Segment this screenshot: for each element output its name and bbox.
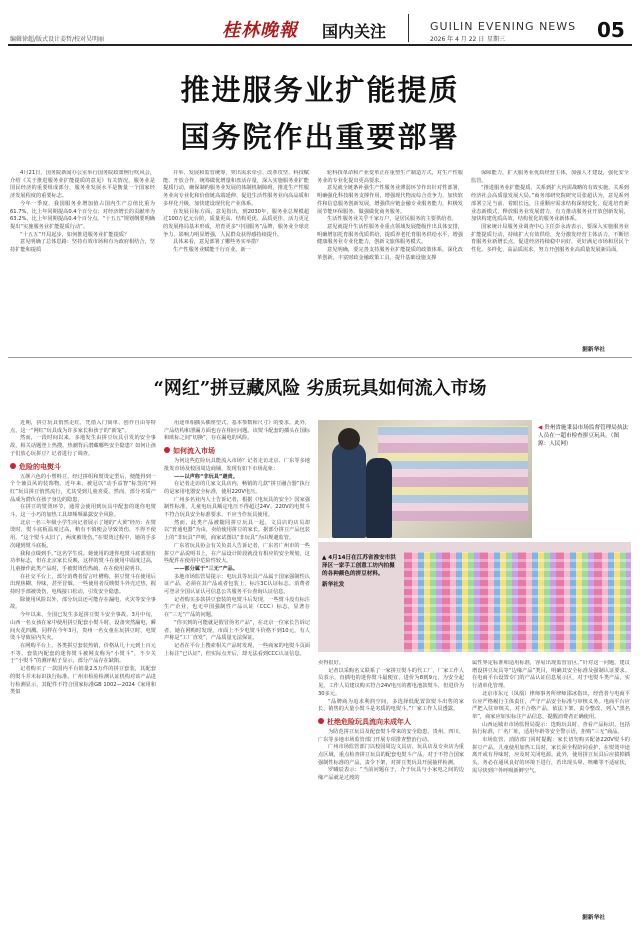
paragraph: 记者以采购名义联系了一家拼豆熨斗的代工厂，厂家工作人员表示，直插电的迷你熨斗最便宜，进价为8到9元，为安全起见，工作人员建议购买符合24V电压的蓄电池款熨斗，但进价为30多元。 xyxy=(318,667,464,697)
paragraph: 轮科技革命和产业变革正在重塑生产制造方式，对生产性服务业的专业化提出更高要求。 xyxy=(317,170,463,184)
section-divider xyxy=(408,14,409,42)
paragraph: 记者购买了一款国内平台销量2.5万件的拼豆套装，其配套的熨斗并未标识执行标准。广州市检验检测认证机构对该产品进行检测显示，其配件不符合国家标准GB 1002—2024《家用和类似 xyxy=(10,666,156,696)
article-1-source: 据新华社 xyxy=(582,347,606,353)
caption-arrow-icon: ◀ xyxy=(538,425,543,431)
paragraph: 生产性服务业赋能千行百业。新一 xyxy=(173,247,251,254)
bead-rows-overlay xyxy=(404,552,631,652)
paragraph: 意见明确了总体思路：坚持有效市场和有为政府相结合，坚持扩能和提质 xyxy=(10,239,155,254)
paragraph: 意见明确，要完善支持服务业扩能提质的政策体系，深化改革创新，丰富财政金融政策工具，提升基础设施支撑 xyxy=(317,247,463,261)
article-2-col-2 xyxy=(164,420,310,920)
paragraph: 生活性服务业关乎千家万户，是居民服务的主要供给者。 xyxy=(327,216,457,223)
article-1-col-1 xyxy=(10,170,155,350)
paragraph: 意见就提升生活性服务业重点领域发展能级作出具体安排，明确增加托育服务优质供给，提质养老托育服务供给水平，增强健康服务业专业化能力，创新文旅体服务模式。 xyxy=(317,223,463,246)
paragraph: 保障能力，扩大服务业优质经营主体，加强人才建设，强化安全监管。 xyxy=(471,170,629,184)
caption-arrow-icon: ▲ xyxy=(322,555,327,561)
paragraph: 记者购买多款拼豆套装的电熨斗后发现，一些熨斗没有标注生产企业，也无中国强制性产品认证（CCC）标志，显著存在“三无”产品的问题。 xyxy=(164,596,310,619)
paragraph: 广州多名业内人士告诉记者，根据《电玩具的安全》国家强制性标准，儿童电玩具额定电压不得超过24V。220V的电熨斗不符合玩具安全标准要求，不应当作玩具使用。 xyxy=(164,496,310,519)
paragraph: 罗曦辰表示：“当前问题在于，介于玩具与小家电之间的边缘产品就是过渡的 xyxy=(318,767,464,782)
english-name: GUILIN EVENING NEWS xyxy=(430,20,577,33)
paragraph: 并举、发展和监管统筹，突出需求牵引、改革攻坚、科技赋能、开放合作，统筹做优增量和盘活存量，深入实施服务业扩能提质行动，确保制约服务业发展的体制机制障碍，推进生产性服务业向专业化和价值链高端延伸、促进生活性服务业向高品质和多样化升级，加快建设现代化产业体系。 xyxy=(163,170,309,207)
paragraph: 用途单相插头插座型式、基本参数和尺寸》的要求。此外，产品结构和泄漏方面也存在相应问题。该熨斗配套的插头在国标和欧标之间“切换”，存在漏电的风险。 xyxy=(164,420,310,442)
caption-text: 4月14日在江苏省淮安市洪泽区一家手工创意工坊内拍摄的各种颜色的拼豆材料。 xyxy=(322,555,396,577)
photo-bead-materials xyxy=(318,542,631,652)
inspector-figure-2 xyxy=(366,458,392,538)
photo-caption-2 xyxy=(322,554,400,589)
article-2-col-1 xyxy=(10,420,156,920)
paragraph: 五颜六色的小塑料豆，经过拼组和熨烫定型后，便能得到一个个兼具风的装饰物。近年来，被冠以“动手益智”标签的“网红”玩具拼豆悄然流行，尤其受到儿童喜爱。然而，部分劣质产品成为潜伏在孩子身边的隐患。 xyxy=(10,473,156,503)
bullet-dot-icon xyxy=(164,447,170,453)
paragraph: 为防范拼豆玩具及配套熨斗带来的安全隐患，贵州、四川、广东等多地市场监管部门开展专项排查整治行动。 xyxy=(318,728,464,743)
article-2-source: 据新华社 xyxy=(582,915,606,921)
paragraph: ——部分属于“三无”产品。 xyxy=(174,565,238,572)
paragraph: 市场监管、消防部门同时提醒：家长切勿购买配备220V熨斗的拼豆产品，儿童使用加热工具时，家长须全程陪同看护，在熨烫中途离开或有异味时，应及时关闭电源。此外，使用拼豆玩具后应拔掉插头，务必在通风良好的环境下进行，若出现头晕、咳嗽等不适症状，需尽快到户外呼吸新鲜空气。 xyxy=(472,737,630,774)
masthead-rule xyxy=(8,44,632,46)
paragraph: 在社交平台上，部分消费者留言吐槽称，拼豆熨斗在使用后出现焦糊、异味，甚至冒烟。一些使用者反映熨斗外壳过热，握持时手部被烫伤，电线接口松动，引发安全隐患。 xyxy=(10,573,156,596)
paragraph: “十五五”开局起步，如何推进服务业扩能提质？ xyxy=(20,231,130,238)
inspector-figure xyxy=(332,442,366,538)
newspaper-logo: 桂林晚報 xyxy=(222,20,298,41)
bullet-dot-icon xyxy=(318,718,324,724)
masthead xyxy=(0,0,640,44)
section-divider-rule xyxy=(8,357,632,358)
inspector-head xyxy=(338,428,360,450)
paragraph: 多地市场监管局提示：电玩具等玩具产品属于国家强制性认证产品，必须在其产品或者包装上，标注3C认证标志。消费者可登录全国认证认可信息公共服务平台查询认证信息。 xyxy=(164,573,310,596)
paragraph: 我和点缀到手。”这名学生说。她使用的迷你电熨斗底部刻有功率标志，但在北京家长反映，这样的熨斗在使用中温度过高，儿童操作此类产品时，手被熨烫伤热疏，在在使用说明书。 xyxy=(10,550,156,572)
paragraph: 为何这些危险玩具能流入市场？记者走访北京、广东等多地批发市场及校园周边商铺，发现有如下市场乱象： xyxy=(164,458,310,472)
paragraph: 北京一名三年级小学生向记者展示了她的“大黄”经历：在熨烫时，熨斗底板温度过高，稍有不慎便会导致烫伤，不得不使用。“这个熨斗太旧了，两度被烫伤。”在熨烫过程中，她的手多次碰到熨斗底板。 xyxy=(10,519,156,549)
paragraph: 意见就全链条补强生产性服务业薄弱环节作出针对性部署，明确强化科技服务支撑作用，增强现代物流综合竞争力，加快软件和信息服务创新发展，增强供应链金融专业服务能力，积极发展节能环保服务、做强做优商务服务。 xyxy=(317,185,463,215)
subhead-text: 危险的电熨斗 xyxy=(19,462,61,471)
page-number: 05 xyxy=(597,18,625,42)
paragraph: 今年一季度，我国服务业增加值占国内生产总值比重为61.7%，比上年同期提高0.4个百分点；对经济增长的贡献率为63.2%，比上年同期提高0.4个百分点。“十五五”规划纲要明确提出“实施服务业扩能提质行动”。 xyxy=(10,200,155,230)
subhead-dangerous-iron xyxy=(10,462,156,472)
subhead-text: 如何流入市场 xyxy=(173,447,215,456)
issue-weekday: 星期三 xyxy=(487,36,506,43)
article-2-col-3 xyxy=(318,660,464,922)
paragraph: 然而，一段时间以来，多地发生由拼豆玩具引发的安全事故，相关话题登上热搜。热潮背后潜藏哪些安全隐患？如何让孩子们放心玩拼豆？记者进行了调查。 xyxy=(10,435,156,457)
paragraph: 山西运城市市场监督局提示：选购玩具时，查看产品标识，包括执行标准，厂名厂址，适用年龄等安全警示语，拒购“三无”商品。 xyxy=(472,721,630,736)
paragraph: 广东省玩具协会有关负责人告诉记者，广东省广州市的一些拼豆产品说明书上，在产品设计阶段就没有相应的安全规划，这些配件在使用中危险性较大。 xyxy=(164,542,310,565)
paragraph: 近期，拼豆玩具悄然走红，凭借入门简单、创作自由等特点，这一“网红”玩具成为许多家长和孩子的“新宠”。 xyxy=(10,420,156,434)
paragraph: “品牌商为追求利润空间，多选择低配置款熨斗出售的家长，销售的大量小熨斗是劣质的电熨斗。”厂家工作人员透露。 xyxy=(318,698,464,713)
paragraph: 在网购平台上，各类拼豆套装热销，价格从几十元到上百元不等。套装内配套的迷你熨斗被网友称为“小熨斗”，不少关于“小熨斗”的测评帖子显示，部分产品存在缺陷。 xyxy=(10,642,156,665)
article-2-col-4 xyxy=(472,660,630,910)
subhead-how-enter-market xyxy=(164,446,310,456)
headline-1-line-2: 国务院作出重要部署 xyxy=(180,120,460,154)
photo-caption-1 xyxy=(538,424,630,448)
bullet-dot-icon xyxy=(10,463,16,469)
headline-2: “网红”拼豆藏风险 劣质玩具如何流入市场 xyxy=(153,378,487,399)
article-1-col-3 xyxy=(317,170,463,350)
caption-text: 贵州省施秉县市场监督管理局执法人员在一超市检查拼豆玩具。（图源：人民网） xyxy=(538,425,629,447)
paragraph: 具体来看，意见部署了哪些务实举措？ xyxy=(173,239,262,246)
subhead-text: 杜绝危险玩具流向未成年人 xyxy=(327,717,411,726)
photo-block xyxy=(318,420,631,652)
paragraph: 北京市东元（凤凰）律师事务所律师邵冰指出，经营者与电商平台应严格履行主体责任，严守产品安全标准与审核义务。电商平台应严把入驻审核关，对不合格产品，依法下架、责令整改、列入“黑名单”，商家应如实标注产品信息，提醒消费者正确使用。 xyxy=(472,690,630,720)
editor-credit: 编辑徐超/版式设计姜哲/校对吴明丽 xyxy=(10,36,105,43)
paragraph: 广州市场监管部门以校园周边文具店、玩具店及专卖店为重点区域，重点检查拼豆玩具的配套电熨斗产品，对于不符合国家强制性标准的产品，责令下架，对拼豆类玩具开展抽样检测。 xyxy=(318,744,464,766)
headline-1-line-1: 推进服务业扩能提质 xyxy=(180,73,460,107)
subhead-stop-flow-to-minors xyxy=(318,717,464,727)
paragraph: 除使用风险以外，部分玩具还可能存在漏电、火灾等安全事故。 xyxy=(10,596,156,611)
issue-date: 2026 年 4 月 22 日 xyxy=(430,36,485,43)
photo-market-inspection xyxy=(318,420,532,538)
photo-credit: 新华社发 xyxy=(322,582,345,588)
article-1-col-2 xyxy=(163,170,309,350)
paragraph: 记者在平台上搜索相关产品时发现，一些商家的电熨斗页面上标注“已认证”，但实际点开后，却无法看到CCC认证信息。 xyxy=(164,642,310,657)
paragraph: 属性界定标准和适用标准，容易出现监管盲区。”针对这一问题，建议增设拼豆玩具等“边缘产品”类目，明确其安全标准及强制认证要求。在电商平台设置专门的产品认证信息展示区，对于电熨斗类产品，实行清单化管理。 xyxy=(472,660,630,690)
paragraph: “推进服务业扩能提质，关系到扩大内需战略的有效实施，关系到经济社会高质量发展大局。”商务部研究院研究员张超认为，意见系列部署立足当前、着眼长远，注重顺应需求结构深刻变化，促进培育新业态新模式，释放服务业发展潜力，有力推动服务业开放创新发展，加快构建优质高效、结构优化的服务业新体系。 xyxy=(471,185,629,223)
paragraph: 在拼豆的熨烫环节，通常会使用到玩具中配套的迷你电熨斗，这一小巧的加热工具却频频暴露安全风险。 xyxy=(10,504,156,519)
section-title: 国内关注 xyxy=(322,22,387,41)
paragraph: 在发展目标方面，意见指出，到2030年，服务业总规模超过100万亿元台阶，质量更高、结构更优、品质更佳、活力更足的发展格局基本形成，培育更多“中国服务”品牌，服务业全球竞争力、影响力明显增强，人民群众获得感持续提升。 xyxy=(163,208,309,238)
paragraph: 卖得很好。 xyxy=(318,660,344,666)
paragraph: 在记者走访的几家文具店内，畅销的几款“拼豆融合器”执行的是家用电器安全标准，使用220V电压。 xyxy=(164,481,310,495)
paragraph: 4月21日，国务院新闻办公室举行国务院政策例行吹风会，介绍《关于推进服务业扩能提质的意见》有关情况。服务业是国民经济的重要组成部分，服务业发展水平是衡量一个国家经济发展程度的重要标志。 xyxy=(10,170,155,200)
paragraph: 今年以来，全国已发生多起拼豆熨斗安全事故。3月中旬，山西一名女孩在家中使用拼豆配套小熨斗时，设备突然漏电，瞬间火花四溅。同样在今年3月，贵州一名女童在玩拼豆时，电熨烫斗导致屋内失火。 xyxy=(10,612,156,642)
paragraph: 国家统计局服务业调查中心主任彭永涛表示，要深入实施服务业扩能提质行动，持续扩大有效供给，充分激发经营主体活力，不断培育服务业新增长点，促进经济持续稳中向好，更好满足市场和居民个性化、多样化、高品质需求，努力开创服务业高质量发展新局面。 xyxy=(471,223,629,254)
paragraph: “你买到的可能就是假冒伪劣产品”，在北京一位家长告诉记者，她在网购时发现，市面上不少电熨斗价格不到10元，有人声称是“工厂直发”，产品质量无法保证。 xyxy=(164,619,310,642)
paragraph: 然而，此类产品被随同拼豆玩具一起，文具店的店员却以“普通电器”为由，卖给使用拼豆的家长。据部分拼豆产品包装上的“非玩具”声明，商家试图以“非玩具”为由规避监管。 xyxy=(164,519,310,542)
shelf xyxy=(378,426,528,521)
article-1-col-4 xyxy=(471,170,629,342)
paragraph: ——以声称“非玩具”避责。 xyxy=(174,473,238,480)
